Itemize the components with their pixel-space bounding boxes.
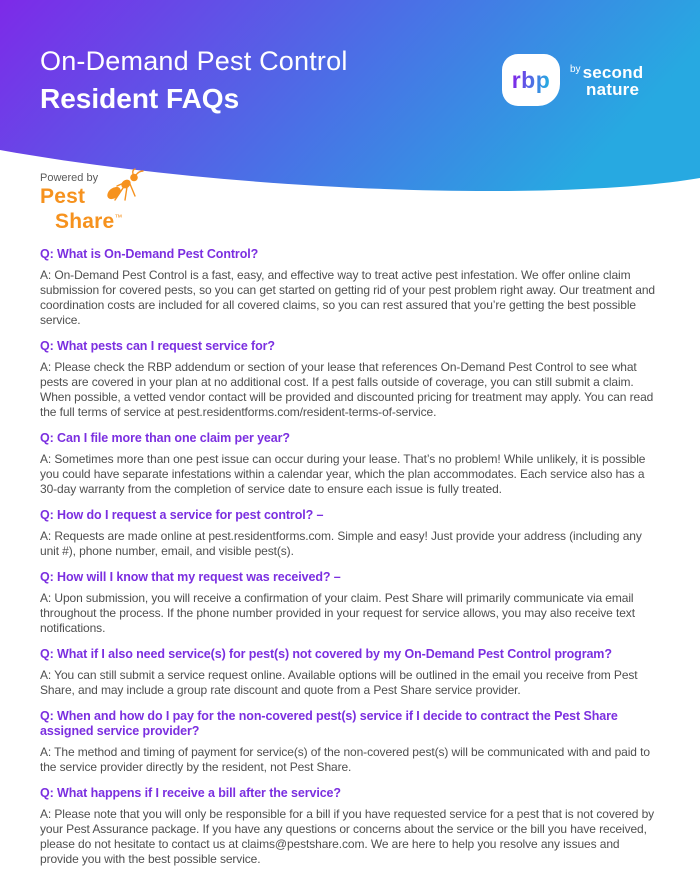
faq-item bbox=[40, 786, 660, 867]
faq-question: Q: What if I also need service(s) for pest(s) not covered by my On-Demand Pest Control program? bbox=[40, 647, 612, 661]
faq-item bbox=[40, 508, 660, 559]
page-title bbox=[40, 42, 348, 118]
powered-by-pestshare-logo bbox=[40, 172, 190, 232]
faq-item bbox=[40, 570, 660, 636]
faq-list bbox=[0, 247, 700, 867]
faq-question: Q: What pests can I request service for? bbox=[40, 339, 275, 353]
pestshare-wordmark-pest: Pest bbox=[40, 185, 86, 208]
faq-answer: A: Please note that you will only be responsible for a bill if you have requested service for a pest that is not covered by your Pest Assurance package. If you have any questions or concerns about the service or the bill you have received, please do not hesitate to contact us at claims@pestshare.com. We are here to help you resolve any issues and provide you with the best possible service. bbox=[40, 807, 655, 866]
faq-answer: A: Sometimes more than one pest issue can occur during your lease. That’s no problem! While unlikely, it is possible you could have separate infestations within a calendar year, which the plan accommodates. Each service also has a 30-day warranty from the completion of service date to ensure each issue is fully treated. bbox=[40, 452, 646, 496]
faq-item bbox=[40, 647, 660, 698]
faq-answer: A: Upon submission, you will receive a confirmation of your claim. Pest Share will primarily communicate via email throughout the process. If the phone number provided in your request for service allows, you may also receive text notifications. bbox=[40, 591, 635, 635]
second-nature-wordmark bbox=[570, 62, 643, 98]
brand-name-line1: second bbox=[582, 63, 644, 82]
header-section bbox=[0, 0, 700, 247]
rbp-logo-badge bbox=[502, 54, 560, 106]
faq-answer: A: Please check the RBP addendum or section of your lease that references On-Demand Pest Control to see what pests are covered in your plan at no additional cost. If a pest falls outside of coverage, you can still submit a claim. When possible, a vetted vendor contact will be provided and discounted pricing for treatment may apply. You can read the full terms of service at pest.residentforms.com/resident-terms-of-service. bbox=[40, 360, 654, 419]
faq-answer: A: Requests are made online at pest.residentforms.com. Simple and easy! Just provide your address (including any unit #), phone number, email, and visible pest(s). bbox=[40, 529, 642, 558]
faq-question: Q: What is On-Demand Pest Control? bbox=[40, 247, 259, 261]
faq-item bbox=[40, 431, 660, 497]
faq-answer: A: You can still submit a service request online. Available options will be outlined in the email you receive from Pest Share, and may include a group rate discount and quote from a Pest Share service provider. bbox=[40, 668, 638, 697]
ant-icon bbox=[102, 168, 148, 204]
faq-answer: A: On-Demand Pest Control is a fast, easy, and effective way to treat active pest infestation. We offer online claim submission for covered pests, so you can get started on getting rid of your pest problem right away. Our treatment and coordination costs are included for all covered claims, so you can rest assured that you’re getting the best possible service. bbox=[40, 268, 655, 327]
powered-by-label: Powered by bbox=[40, 172, 99, 184]
pestshare-wordmark-share: Share™ bbox=[55, 210, 123, 233]
faq-question: Q: Can I file more than one claim per year? bbox=[40, 431, 290, 445]
page-title-line1: On-Demand Pest Control bbox=[40, 46, 348, 76]
rbp-logo-text: rbp bbox=[511, 66, 551, 93]
faq-item bbox=[40, 709, 660, 775]
trademark-symbol: ™ bbox=[114, 213, 123, 222]
faq-question: Q: How will I know that my request was received? – bbox=[40, 570, 341, 584]
faq-answer: A: The method and timing of payment for service(s) of the non-covered pest(s) will be communicated with and paid to the service provider directly by the resident, not Pest Share. bbox=[40, 745, 650, 774]
faq-question: Q: When and how do I pay for the non-covered pest(s) service if I decide to contract the Pest Share assigned service provider? bbox=[40, 709, 618, 738]
faq-question: Q: How do I request a service for pest control? – bbox=[40, 508, 324, 522]
rbp-second-nature-logo bbox=[502, 54, 643, 106]
faq-item bbox=[40, 247, 660, 328]
by-label: by bbox=[570, 64, 581, 75]
faq-question: Q: What happens if I receive a bill after the service? bbox=[40, 786, 341, 800]
faq-item bbox=[40, 339, 660, 420]
brand-name-line2: nature bbox=[586, 80, 640, 99]
page-title-line2: Resident FAQs bbox=[40, 83, 240, 114]
